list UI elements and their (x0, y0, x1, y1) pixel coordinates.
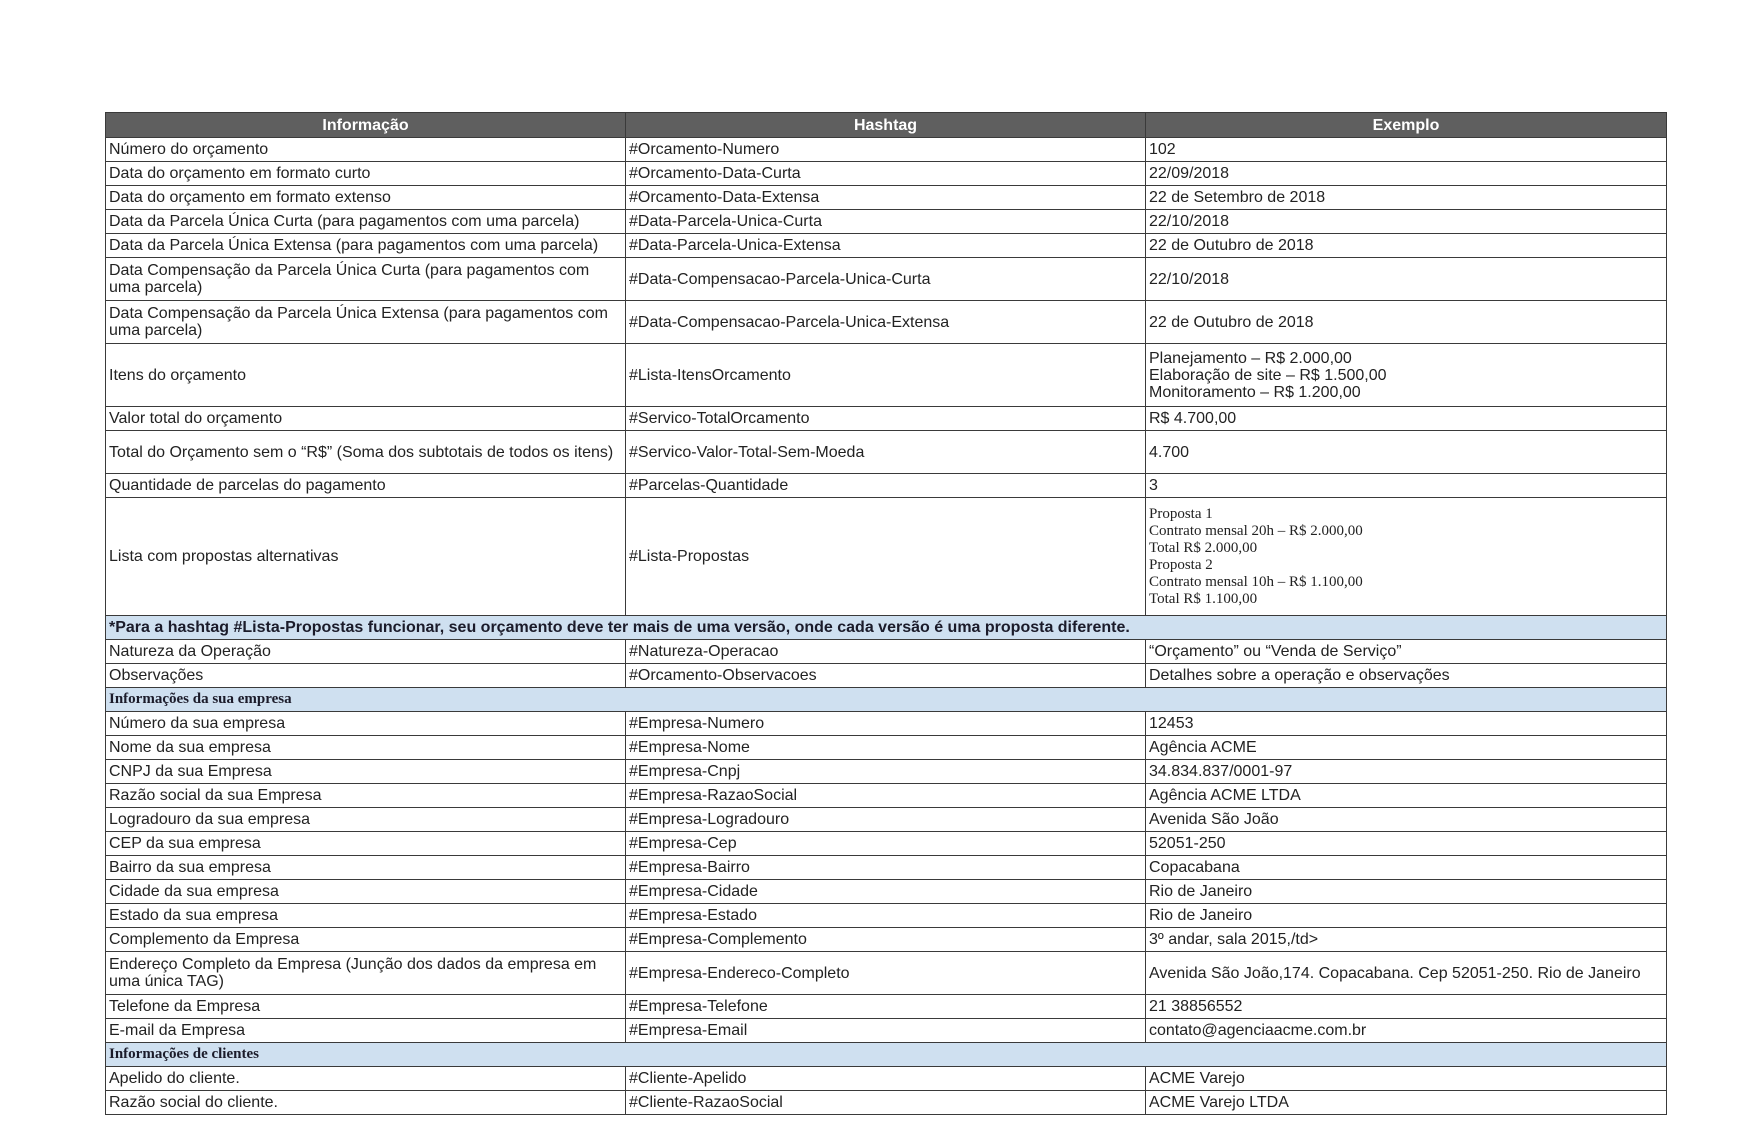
table-row (106, 712, 1667, 736)
example-line: Total R$ 2.000,00 (1149, 539, 1258, 556)
info-cell: Nome da sua empresa (106, 736, 626, 760)
table-row (106, 736, 1667, 760)
example-line: Contrato mensal 20h – R$ 2.000,00 (1149, 522, 1363, 539)
info-cell: Observações (106, 664, 626, 688)
info-cell: Lista com propostas alternativas (106, 498, 626, 616)
header-info: Informação (106, 113, 626, 138)
table-row (106, 856, 1667, 880)
section-row-clientes (106, 1043, 1667, 1067)
info-cell: CNPJ da sua Empresa (106, 760, 626, 784)
example-line: Elaboração de site – R$ 1.500,00 (1149, 366, 1387, 384)
info-cell: Logradouro da sua empresa (106, 808, 626, 832)
table-row-compensacao-curta (106, 258, 1667, 301)
example-line: Proposta 1 (1149, 505, 1213, 522)
info-cell: Data da Parcela Única Curta (para pagamentos com uma parcela) (106, 210, 626, 234)
example-line: Total R$ 1.100,00 (1149, 590, 1258, 607)
table-row-itens-orcamento (106, 344, 1667, 407)
example-cell: 3 (1146, 474, 1667, 498)
table-row-observacoes (106, 664, 1667, 688)
hashtag-cell: #Empresa-Cep (626, 832, 1146, 856)
example-line: Proposta 2 (1149, 556, 1213, 573)
example-cell: 22 de Outubro de 2018 (1146, 234, 1667, 258)
info-cell: Apelido do cliente. (106, 1067, 626, 1091)
hashtag-cell: #Empresa-Bairro (626, 856, 1146, 880)
example-cell: ACME Varejo LTDA (1146, 1091, 1667, 1115)
hashtag-cell: #Lista-ItensOrcamento (626, 344, 1146, 407)
example-cell: 22/09/2018 (1146, 162, 1667, 186)
info-cell: Data Compensação da Parcela Única Curta (para pagamentos com uma parcela) (106, 258, 626, 301)
table-row (106, 880, 1667, 904)
table-row (106, 1019, 1667, 1043)
info-cell: Data do orçamento em formato curto (106, 162, 626, 186)
table-row-compensacao-extensa (106, 301, 1667, 344)
info-cell: Data Compensação da Parcela Única Extensa (para pagamentos com uma parcela) (106, 301, 626, 344)
example-cell (1146, 344, 1667, 407)
hashtag-cell: #Orcamento-Observacoes (626, 664, 1146, 688)
info-cell: Estado da sua empresa (106, 904, 626, 928)
info-cell: Bairro da sua empresa (106, 856, 626, 880)
example-cell: Rio de Janeiro (1146, 880, 1667, 904)
hashtag-cell: #Empresa-Email (626, 1019, 1146, 1043)
hashtag-cell: #Parcelas-Quantidade (626, 474, 1146, 498)
info-cell: Data do orçamento em formato extenso (106, 186, 626, 210)
table-row-total-sem-moeda (106, 431, 1667, 474)
hashtag-cell: #Orcamento-Data-Curta (626, 162, 1146, 186)
hashtag-cell: #Natureza-Operacao (626, 640, 1146, 664)
info-cell: Número da sua empresa (106, 712, 626, 736)
info-cell: Razão social do cliente. (106, 1091, 626, 1115)
hashtag-cell: #Empresa-RazaoSocial (626, 784, 1146, 808)
hashtag-cell: #Empresa-Cidade (626, 880, 1146, 904)
hashtag-cell: #Empresa-Numero (626, 712, 1146, 736)
example-cell: Avenida São João,174. Copacabana. Cep 52051-250. Rio de Janeiro (1146, 952, 1667, 995)
hashtag-cell: #Data-Parcela-Unica-Extensa (626, 234, 1146, 258)
table-row (106, 1067, 1667, 1091)
example-cell: Agência ACME LTDA (1146, 784, 1667, 808)
hashtag-cell: #Lista-Propostas (626, 498, 1146, 616)
table-row (106, 808, 1667, 832)
table-row (106, 832, 1667, 856)
hashtag-cell: #Servico-TotalOrcamento (626, 407, 1146, 431)
info-cell: Valor total do orçamento (106, 407, 626, 431)
example-cell (1146, 498, 1667, 616)
hashtag-cell: #Empresa-Cnpj (626, 760, 1146, 784)
table-row-data-extensa (106, 186, 1667, 210)
info-cell: E-mail da Empresa (106, 1019, 626, 1043)
info-cell: Telefone da Empresa (106, 995, 626, 1019)
example-line: Planejamento – R$ 2.000,00 (1149, 349, 1352, 367)
hashtag-cell: #Servico-Valor-Total-Sem-Moeda (626, 431, 1146, 474)
table-row-orcamento-numero (106, 138, 1667, 162)
example-cell: ACME Varejo (1146, 1067, 1667, 1091)
table-row (106, 904, 1667, 928)
lista-propostas-note: *Para a hashtag #Lista-Propostas funcionar, seu orçamento deve ter mais de uma versão, onde cada versão é uma proposta diferente. (106, 616, 1667, 640)
info-cell: Natureza da Operação (106, 640, 626, 664)
example-cell: “Orçamento” ou “Venda de Serviço” (1146, 640, 1667, 664)
info-cell: Itens do orçamento (106, 344, 626, 407)
hashtag-cell: #Empresa-Logradouro (626, 808, 1146, 832)
hashtag-cell: #Empresa-Complemento (626, 928, 1146, 952)
section-title-clientes: Informações de clientes (106, 1043, 1667, 1067)
info-cell: Cidade da sua empresa (106, 880, 626, 904)
info-cell: CEP da sua empresa (106, 832, 626, 856)
hashtag-cell: #Orcamento-Data-Extensa (626, 186, 1146, 210)
table-row (106, 760, 1667, 784)
table-row-parcela-curta (106, 210, 1667, 234)
example-cell: 12453 (1146, 712, 1667, 736)
section-row-empresa (106, 688, 1667, 712)
table-row (106, 995, 1667, 1019)
example-line: Monitoramento – R$ 1.200,00 (1149, 383, 1361, 401)
table-row-data-curta (106, 162, 1667, 186)
example-cell: 52051-250 (1146, 832, 1667, 856)
table-row-natureza-operacao (106, 640, 1667, 664)
example-cell: 4.700 (1146, 431, 1667, 474)
hashtag-cell: #Empresa-Estado (626, 904, 1146, 928)
hashtag-cell: #Cliente-RazaoSocial (626, 1091, 1146, 1115)
example-cell: 22/10/2018 (1146, 258, 1667, 301)
example-cell: 22 de Outubro de 2018 (1146, 301, 1667, 344)
example-cell: R$ 4.700,00 (1146, 407, 1667, 431)
example-cell: 102 (1146, 138, 1667, 162)
example-cell: Copacabana (1146, 856, 1667, 880)
info-cell: Quantidade de parcelas do pagamento (106, 474, 626, 498)
example-line: Contrato mensal 10h – R$ 1.100,00 (1149, 573, 1363, 590)
table-row (106, 928, 1667, 952)
example-cell: 22 de Setembro de 2018 (1146, 186, 1667, 210)
note-row (106, 616, 1667, 640)
info-cell: Complemento da Empresa (106, 928, 626, 952)
header-row (106, 113, 1667, 138)
header-hashtag: Hashtag (626, 113, 1146, 138)
example-cell: Agência ACME (1146, 736, 1667, 760)
hashtag-cell: #Data-Parcela-Unica-Curta (626, 210, 1146, 234)
table-row (106, 1091, 1667, 1115)
table-row-parcela-extensa (106, 234, 1667, 258)
hashtag-cell: #Data-Compensacao-Parcela-Unica-Curta (626, 258, 1146, 301)
example-cell: 34.834.837/0001-97 (1146, 760, 1667, 784)
table-row-valor-total (106, 407, 1667, 431)
example-cell: 3º andar, sala 2015,/td> (1146, 928, 1667, 952)
hashtag-reference-table (105, 112, 1667, 1115)
hashtag-cell: #Orcamento-Numero (626, 138, 1146, 162)
example-cell: 22/10/2018 (1146, 210, 1667, 234)
info-cell: Número do orçamento (106, 138, 626, 162)
info-cell: Razão social da sua Empresa (106, 784, 626, 808)
table-row-lista-propostas (106, 498, 1667, 616)
header-example: Exemplo (1146, 113, 1667, 138)
example-cell: Detalhes sobre a operação e observações (1146, 664, 1667, 688)
hashtag-cell: #Cliente-Apelido (626, 1067, 1146, 1091)
example-cell: Rio de Janeiro (1146, 904, 1667, 928)
example-cell: contato@agenciaacme.com.br (1146, 1019, 1667, 1043)
table-row (106, 952, 1667, 995)
hashtag-cell: #Empresa-Nome (626, 736, 1146, 760)
info-cell: Total do Orçamento sem o “R$” (Soma dos subtotais de todos os itens) (106, 431, 626, 474)
hashtag-cell: #Empresa-Telefone (626, 995, 1146, 1019)
info-cell: Data da Parcela Única Extensa (para pagamentos com uma parcela) (106, 234, 626, 258)
hashtag-cell: #Empresa-Endereco-Completo (626, 952, 1146, 995)
example-cell: Avenida São João (1146, 808, 1667, 832)
section-title-empresa: Informações da sua empresa (106, 688, 1667, 712)
info-cell: Endereço Completo da Empresa (Junção dos dados da empresa em uma única TAG) (106, 952, 626, 995)
table-row (106, 784, 1667, 808)
hashtag-cell: #Data-Compensacao-Parcela-Unica-Extensa (626, 301, 1146, 344)
table-row-parcelas-quantidade (106, 474, 1667, 498)
example-cell: 21 38856552 (1146, 995, 1667, 1019)
